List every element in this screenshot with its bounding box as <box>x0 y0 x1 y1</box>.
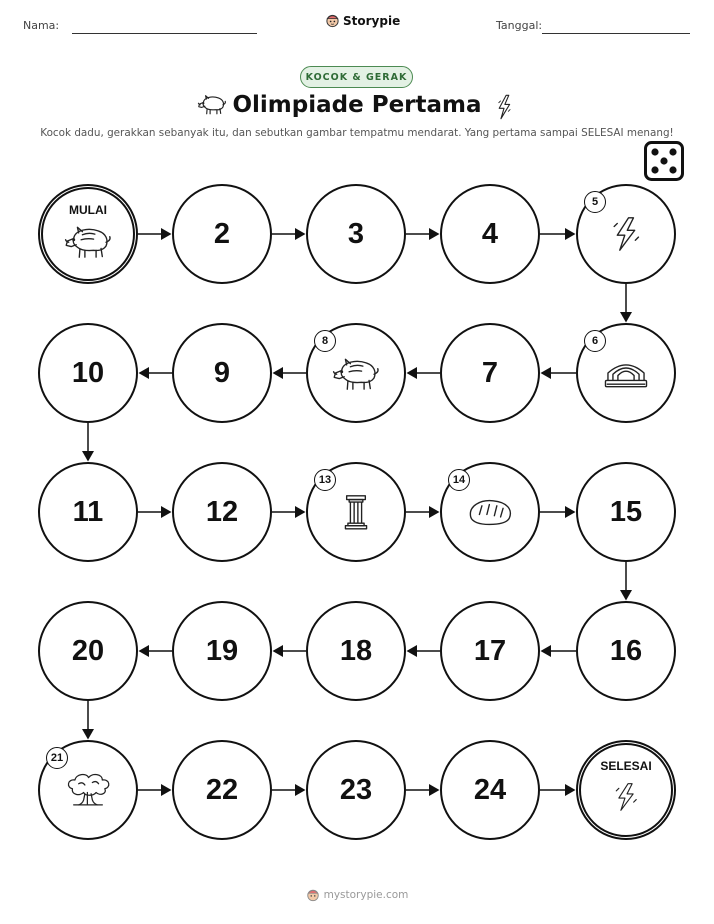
space-number: 24 <box>473 773 507 806</box>
space-number: 17 <box>473 634 507 667</box>
board-space <box>306 601 406 701</box>
space-number: 12 <box>205 495 239 528</box>
board-space <box>306 740 406 840</box>
space-number-badge: 6 <box>584 330 606 352</box>
space-number: 16 <box>609 634 643 667</box>
board-space <box>440 740 540 840</box>
board-space <box>440 323 540 423</box>
footer <box>0 888 714 902</box>
space-number: 23 <box>339 773 373 806</box>
instructions: Kocok dadu, gerakkan sebanyak itu, dan sebutkan gambar tempatmu mendarat. Yang pertama sampai SELESAI menang! <box>40 127 674 139</box>
space-number: 4 <box>481 217 499 250</box>
board-space <box>306 184 406 284</box>
name-label: Nama: <box>23 19 60 32</box>
board-space <box>38 323 138 423</box>
space-number-badge: 5 <box>584 191 606 213</box>
start-label: MULAI <box>69 203 107 217</box>
boar-icon <box>60 221 116 261</box>
space-number: 15 <box>609 495 643 528</box>
boar-icon <box>328 352 384 394</box>
start-space <box>38 184 138 284</box>
board-space <box>576 462 676 562</box>
activity-badge: KOCOK & GERAK <box>300 66 413 88</box>
space-number-badge: 13 <box>314 469 336 491</box>
board-space <box>172 184 272 284</box>
space-number: 10 <box>71 356 105 389</box>
board-space <box>38 462 138 562</box>
space-number: 19 <box>205 634 239 667</box>
lightning-icon <box>598 213 654 255</box>
space-number-badge: 8 <box>314 330 336 352</box>
board-space <box>172 740 272 840</box>
space-number-badge: 14 <box>448 469 470 491</box>
stadium-arch-icon <box>598 352 654 394</box>
space-number: 7 <box>481 356 499 389</box>
board-space <box>38 601 138 701</box>
space-number: 18 <box>339 634 373 667</box>
olive-tree-icon <box>60 769 116 811</box>
board-space <box>576 601 676 701</box>
space-number: 22 <box>205 773 239 806</box>
storypie-mascot-icon <box>306 888 320 902</box>
date-label: Tanggal: <box>496 19 543 32</box>
board-space <box>440 184 540 284</box>
footer-url: mystorypie.com <box>323 889 409 901</box>
brand-name: Storypie <box>343 13 401 28</box>
finish-space <box>576 740 676 840</box>
board-space <box>440 601 540 701</box>
board-space <box>172 323 272 423</box>
space-number: 9 <box>213 356 231 389</box>
board-space <box>172 462 272 562</box>
finish-label: SELESAI <box>600 759 652 773</box>
space-number-badge: 21 <box>46 747 68 769</box>
space-number: 3 <box>347 217 365 250</box>
column-icon <box>328 491 384 533</box>
space-number: 2 <box>213 217 231 250</box>
space-number: 20 <box>71 634 105 667</box>
lightning-icon <box>603 777 649 817</box>
space-number: 11 <box>72 495 104 528</box>
bread-icon <box>462 491 518 533</box>
board-space <box>172 601 272 701</box>
page-title: Olimpiade Pertama <box>232 92 482 118</box>
